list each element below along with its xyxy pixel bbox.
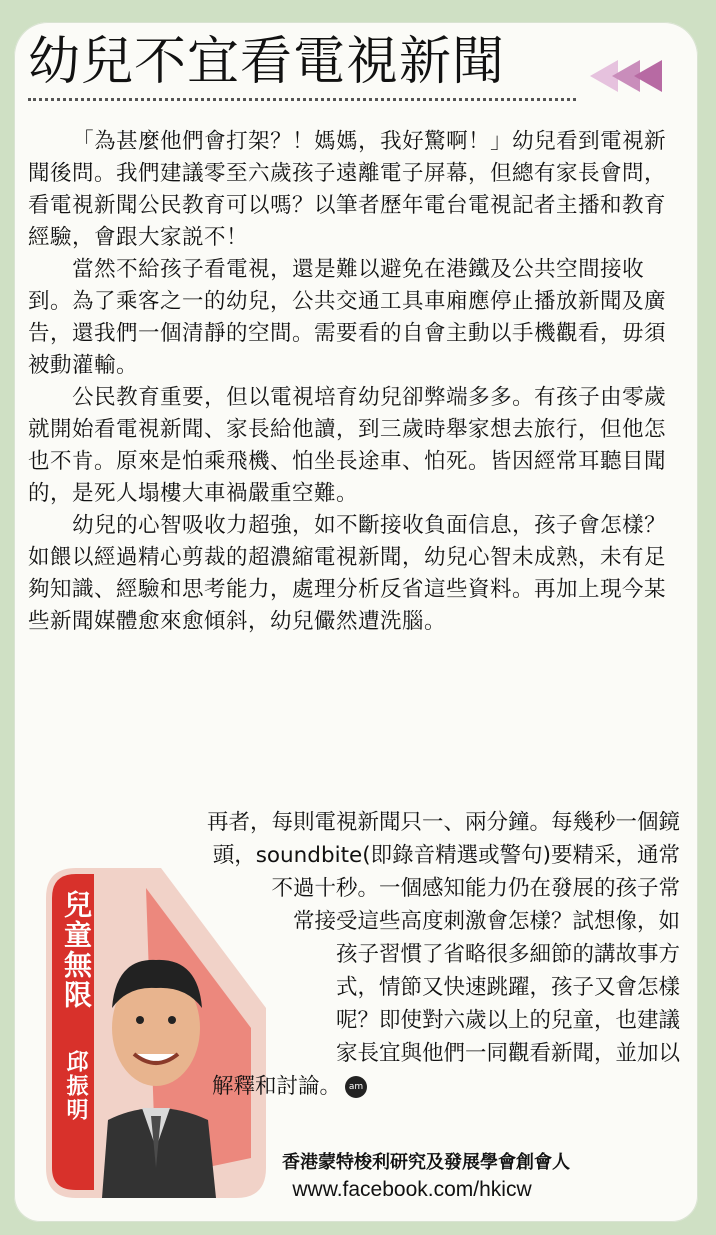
final-line-4: 常接受這些高度刺激會怎樣？試想像，如	[292, 909, 680, 934]
final-line-1: 再者，每則電視新聞只一、兩分鐘。每幾秒一個鏡	[206, 810, 680, 835]
article-final-paragraph	[0, 806, 688, 1103]
final-line-6: 式，情節又快速跳躍，孩子又會怎樣	[335, 975, 680, 1000]
final-line-8: 家長宜與他們一同觀看新聞，並加以	[335, 1041, 680, 1066]
final-line-2: 頭，soundbite(即錄音精選或警句)要精采，通常	[212, 843, 680, 868]
final-line-5: 孩子習慣了省略很多細節的講故事方	[335, 942, 680, 967]
column-author: 邱振明	[63, 1050, 88, 1122]
article-paragraph-1: 「為甚麼他們會打架？！媽媽，我好驚啊！」幼兒看到電視新聞後問。我們建議零至六歲孩子遠離電子屏幕，但總有家長會問，看電視新聞公民教育可以嗎？以筆者歷年電台電視記者主播和教育經驗，會跟大家説不！	[28, 129, 667, 250]
end-of-article-icon: am	[345, 1076, 367, 1098]
article-body	[28, 126, 684, 638]
triple-left-arrow-icon	[582, 56, 692, 96]
facebook-url[interactable]: www.facebook.com/hkicw	[292, 1178, 532, 1201]
final-line-3: 不過十秒。一個感知能力仍在發展的孩子常	[271, 876, 680, 901]
final-line-9-text: 解釋和討論。	[212, 1074, 342, 1099]
article-paragraph-4: 幼兒的心智吸收力超強，如不斷接收負面信息，孩子會怎樣？如餵以經過精心剪裁的超濃縮電視新聞，幼兒心智未成熟，未有足夠知識、經驗和思考能力，處理分析反省這些資料。再加上現今某些新聞媒體愈來愈傾斜，幼兒儼然遭洗腦。	[28, 513, 667, 634]
author-title: 香港蒙特梭利研究及發展學會創會人	[282, 1152, 570, 1173]
final-line-7: 呢？即使對六歲以上的兒童，也建議	[335, 1008, 680, 1033]
article-paragraph-2: 當然不給孩子看電視，還是難以避免在港鐵及公共空間接收到。為了乘客之一的幼兒，公共交通工具車廂應停止播放新聞及廣告，還我們一個清靜的空間。需要看的自會主動以手機觀看，毋須被動灌輸。	[28, 257, 667, 378]
title-divider	[28, 98, 576, 101]
article-paragraph-3: 公民教育重要，但以電視培育幼兒卻弊端多多。有孩子由零歲就開始看電視新聞、家長給他讀，到三歲時舉家想去旅行，但他怎也不肯。原來是怕乘飛機、怕坐長途車、怕死。皆因經常耳聽目聞的，是死人塌樓大車禍嚴重空難。	[28, 385, 667, 506]
article-title: 幼兒不宜看電視新聞	[28, 32, 506, 92]
column-name: 兒童無限	[60, 890, 93, 1010]
final-line-9	[0, 1070, 688, 1103]
